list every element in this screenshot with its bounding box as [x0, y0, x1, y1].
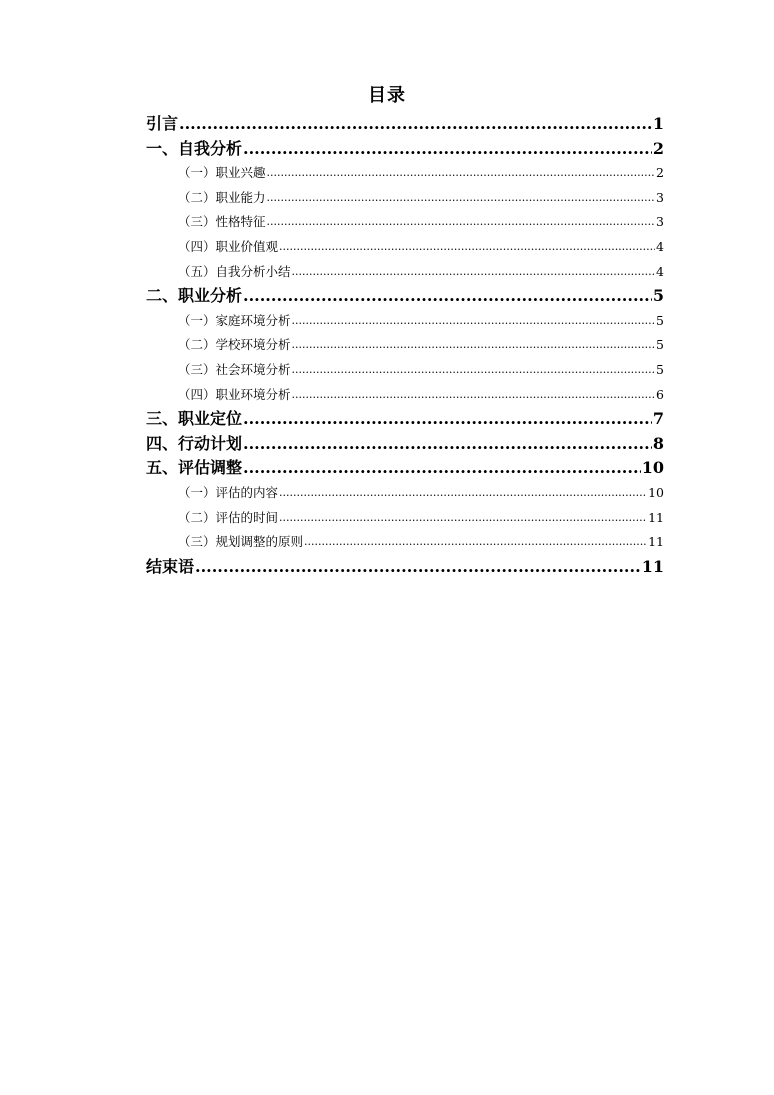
toc-entry-page-number: 1: [652, 114, 664, 133]
toc-entry-page-number: 2: [656, 165, 664, 181]
toc-entry-page-number: 2: [652, 138, 664, 158]
toc-entry-page-number: 11: [648, 534, 664, 550]
toc-entry-label: 五、评估调整: [146, 458, 243, 478]
toc-entry-label: （三）规划调整的原则: [178, 534, 304, 550]
toc-entry-label: 结束语: [146, 556, 195, 576]
toc-entry-page-number: 8: [652, 433, 664, 453]
toc-entry-career-environment[interactable]: [146, 383, 664, 408]
table-of-contents: [146, 112, 664, 579]
toc-entry-career-ability[interactable]: [146, 186, 664, 211]
dot-leader: [243, 456, 641, 481]
dot-leader: [243, 432, 652, 457]
dot-leader: [279, 235, 655, 260]
toc-title: 目录: [368, 85, 406, 106]
toc-entry-label: （四）职业环境分析: [178, 386, 291, 402]
toc-entry-social-environment[interactable]: [146, 358, 664, 383]
dot-leader: [279, 506, 647, 531]
toc-entry-page-number: 5: [656, 337, 664, 353]
toc-entry-self-analysis[interactable]: [146, 137, 664, 162]
toc-entry-label: 三、职业定位: [146, 409, 243, 429]
toc-entry-evaluation-content[interactable]: [146, 481, 664, 506]
toc-entry-page-number: 4: [656, 263, 664, 279]
toc-entry-label: （三）社会环境分析: [178, 361, 291, 377]
toc-entry-career-analysis[interactable]: [146, 284, 664, 309]
toc-entry-career-positioning[interactable]: [146, 407, 664, 432]
dot-leader: [267, 186, 656, 211]
toc-entry-page-number: 5: [656, 312, 664, 328]
toc-entry-label: （二）评估的时间: [178, 509, 279, 525]
toc-entry-self-analysis-summary[interactable]: [146, 260, 664, 285]
toc-entry-label: （五）自我分析小结: [178, 263, 291, 279]
dot-leader: [179, 112, 652, 137]
toc-entry-label: 二、职业分析: [146, 286, 243, 306]
dot-leader: [292, 333, 656, 358]
dot-leader: [195, 555, 641, 580]
toc-entry-evaluation-adjustment[interactable]: [146, 456, 664, 481]
toc-entry-label: 一、自我分析: [146, 138, 243, 158]
toc-entry-label: （一）评估的内容: [178, 484, 279, 500]
dot-leader: [292, 358, 656, 383]
toc-entry-page-number: 5: [652, 286, 664, 306]
dot-leader: [292, 309, 656, 334]
toc-entry-adjustment-principles[interactable]: [146, 530, 664, 555]
toc-entry-page-number: 11: [648, 509, 664, 525]
toc-entry-introduction[interactable]: [146, 112, 664, 137]
toc-entry-page-number: 4: [656, 238, 664, 254]
toc-entry-page-number: 5: [656, 361, 664, 377]
toc-entry-conclusion[interactable]: [146, 555, 664, 580]
dot-leader: [279, 481, 647, 506]
toc-entry-label: （一）职业兴趣: [178, 165, 266, 181]
dot-leader: [243, 407, 652, 432]
toc-entry-action-plan[interactable]: [146, 432, 664, 457]
toc-entry-label: （二）学校环境分析: [178, 337, 291, 353]
dot-leader: [292, 383, 656, 408]
dot-leader: [292, 260, 656, 285]
dot-leader: [304, 530, 647, 555]
toc-entry-label: （四）职业价值观: [178, 238, 279, 254]
toc-entry-label: （二）职业能力: [178, 189, 266, 205]
toc-entry-label: 引言: [146, 114, 179, 133]
toc-entry-career-interest[interactable]: [146, 161, 664, 186]
toc-entry-page-number: 3: [656, 214, 664, 230]
toc-entry-evaluation-time[interactable]: [146, 506, 664, 531]
dot-leader: [267, 210, 656, 235]
toc-entry-school-environment[interactable]: [146, 333, 664, 358]
toc-entry-label: 四、行动计划: [146, 433, 243, 453]
dot-leader: [267, 161, 656, 186]
dot-leader: [243, 137, 652, 162]
toc-entry-page-number: 7: [652, 409, 664, 429]
toc-entry-page-number: 10: [648, 484, 664, 500]
toc-entry-family-environment[interactable]: [146, 309, 664, 334]
dot-leader: [243, 284, 652, 309]
toc-entry-career-values[interactable]: [146, 235, 664, 260]
toc-entry-label: （三）性格特征: [178, 214, 266, 230]
toc-entry-page-number: 10: [641, 458, 664, 478]
toc-entry-page-number: 11: [641, 556, 664, 576]
toc-entry-personality[interactable]: [146, 210, 664, 235]
toc-entry-label: （一）家庭环境分析: [178, 312, 291, 328]
toc-entry-page-number: 3: [656, 189, 664, 205]
toc-entry-page-number: 6: [656, 386, 664, 402]
